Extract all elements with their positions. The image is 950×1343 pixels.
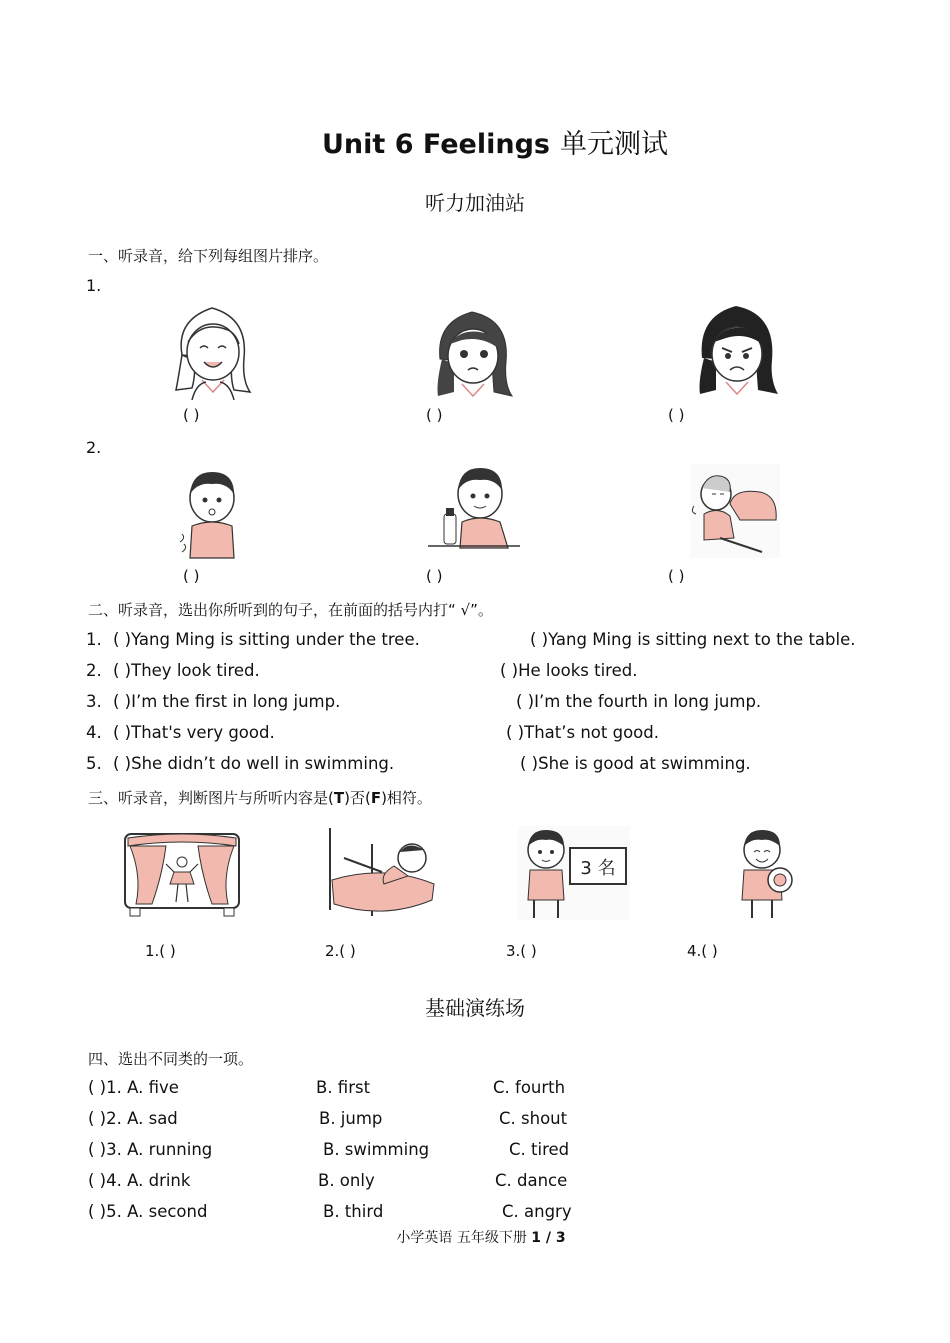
q1-g2-blank-1[interactable]: ( ) bbox=[183, 567, 200, 585]
high-jump-icon bbox=[324, 824, 436, 918]
q1-group1-label: 1. bbox=[86, 276, 102, 295]
q3-blank-1[interactable]: 1.( ) bbox=[145, 942, 176, 960]
q2-num-4: 4. bbox=[86, 723, 102, 742]
q2-option-1b[interactable]: ( )Yang Ming is sitting next to the table. bbox=[530, 630, 856, 649]
q3-heading-part-b: )否( bbox=[344, 789, 371, 807]
q4-row-4-b: B. only bbox=[318, 1171, 375, 1190]
q3-heading-part-a: 三、听录音，判断图片与所听内容是( bbox=[88, 789, 334, 807]
q4-row-4-c: C. dance bbox=[495, 1171, 568, 1190]
grandma-tired-icon bbox=[690, 464, 780, 558]
q1-g2-blank-2[interactable]: ( ) bbox=[426, 567, 443, 585]
q1-g2-blank-3[interactable]: ( ) bbox=[668, 567, 685, 585]
q4-row-2-b: B. jump bbox=[319, 1109, 383, 1128]
q4-row-3-b: B. swimming bbox=[323, 1140, 430, 1159]
q2-option-2b[interactable]: ( )He looks tired. bbox=[500, 661, 638, 680]
q4-row-2-c: C. shout bbox=[499, 1109, 568, 1128]
q2-option-4b[interactable]: ( )That’s not good. bbox=[506, 723, 659, 742]
boy-trophy-icon bbox=[734, 826, 798, 920]
q2-num-2: 2. bbox=[86, 661, 102, 680]
q2-option-3a[interactable]: ( )I’m the first in long jump. bbox=[113, 692, 341, 711]
girl-worried-icon bbox=[432, 304, 514, 400]
boy-ranking-sign-icon bbox=[518, 826, 630, 920]
q4-row-5-b: B. third bbox=[323, 1202, 384, 1221]
q2-option-4a[interactable]: ( )That's very good. bbox=[113, 723, 275, 742]
q1-g1-blank-3[interactable]: ( ) bbox=[668, 406, 685, 424]
q1-g1-blank-1[interactable]: ( ) bbox=[183, 406, 200, 424]
q4-row-3-c: C. tired bbox=[509, 1140, 570, 1159]
page-footer bbox=[0, 1227, 950, 1247]
q2-option-1a[interactable]: ( )Yang Ming is sitting under the tree. bbox=[113, 630, 420, 649]
q2-num-5: 5. bbox=[86, 754, 102, 773]
q4-heading: 四、选出不同类的一项。 bbox=[88, 1050, 254, 1068]
q2-option-5b[interactable]: ( )She is good at swimming. bbox=[520, 754, 751, 773]
footer-label: 小学英语 五年级下册 bbox=[396, 1230, 527, 1246]
title-cn: 单元测试 bbox=[560, 129, 668, 160]
q4-row-3-a[interactable]: ( )3. A. running bbox=[88, 1140, 213, 1159]
q3-blank-4[interactable]: 4.( ) bbox=[687, 942, 718, 960]
q1-group2-label: 2. bbox=[86, 438, 102, 457]
q4-row-5-c: C. angry bbox=[502, 1202, 572, 1221]
q3-blank-3[interactable]: 3.( ) bbox=[506, 942, 537, 960]
q4-row-4-a[interactable]: ( )4. A. drink bbox=[88, 1171, 191, 1190]
boy-thirsty-icon bbox=[428, 464, 520, 556]
boy-cold-icon bbox=[178, 466, 244, 562]
girl-happy-icon bbox=[172, 300, 254, 400]
q1-heading: 一、听录音，给下列每组图片排序。 bbox=[88, 247, 329, 265]
q2-num-3: 3. bbox=[86, 692, 102, 711]
title-en: Unit 6 Feelings bbox=[322, 129, 550, 160]
q3-blank-2[interactable]: 2.( ) bbox=[325, 942, 356, 960]
rank-sign-text: 3 名 bbox=[580, 858, 616, 879]
q3-heading bbox=[88, 787, 432, 808]
page-number: 1 / 3 bbox=[531, 1230, 566, 1246]
page-title bbox=[0, 122, 950, 161]
q4-row-1-c: C. fourth bbox=[493, 1078, 566, 1097]
q3-heading-false: F bbox=[370, 789, 382, 807]
q2-option-3b[interactable]: ( )I’m the fourth in long jump. bbox=[516, 692, 762, 711]
girl-angry-icon bbox=[694, 300, 780, 400]
q3-heading-true: T bbox=[333, 789, 345, 807]
section-basic-title: 基础演练场 bbox=[425, 996, 525, 1020]
section-listening-title: 听力加油站 bbox=[425, 191, 525, 215]
q4-row-2-a[interactable]: ( )2. A. sad bbox=[88, 1109, 178, 1128]
q1-g1-blank-2[interactable]: ( ) bbox=[426, 406, 443, 424]
q2-heading: 二、听录音，选出你所听到的句子，在前面的括号内打“ √”。 bbox=[88, 601, 493, 619]
q2-option-5a[interactable]: ( )She didn’t do well in swimming. bbox=[113, 754, 395, 773]
q3-heading-part-c: )相符。 bbox=[381, 789, 432, 807]
q4-row-1-a[interactable]: ( )1. A. five bbox=[88, 1078, 179, 1097]
q4-row-1-b: B. first bbox=[316, 1078, 371, 1097]
q2-num-1: 1. bbox=[86, 630, 102, 649]
stage-dancer-icon bbox=[122, 826, 242, 918]
q4-row-5-a[interactable]: ( )5. A. second bbox=[88, 1202, 208, 1221]
q2-option-2a[interactable]: ( )They look tired. bbox=[113, 661, 260, 680]
